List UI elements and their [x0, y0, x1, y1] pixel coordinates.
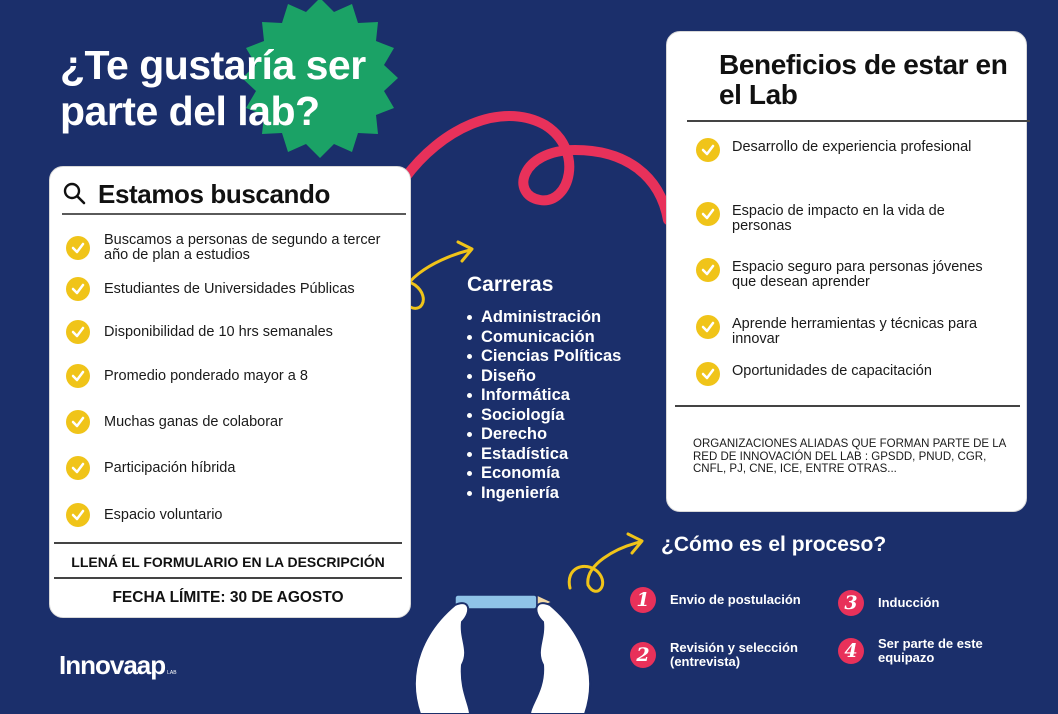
searching-title: Estamos buscando — [98, 179, 330, 209]
career-item — [467, 464, 621, 484]
career-item — [467, 445, 621, 465]
bullet-icon — [467, 432, 472, 437]
benefit-text: Espacio seguro para personas jóvenes que desean aprender — [732, 259, 983, 290]
check-icon — [66, 503, 90, 527]
bullet-icon — [467, 315, 472, 320]
searching-header — [62, 175, 406, 215]
search-icon — [62, 181, 86, 205]
benefit-text: Oportunidades de capacitación — [732, 363, 932, 379]
career-item — [467, 367, 621, 387]
bullet-icon — [467, 335, 472, 340]
career-item — [467, 328, 621, 348]
benefit-item — [696, 258, 996, 290]
career-label: Administración — [481, 308, 602, 326]
check-icon — [66, 320, 90, 344]
benefit-item — [696, 315, 996, 347]
check-icon — [66, 456, 90, 480]
step-number: 2 — [630, 642, 656, 668]
career-label: Comunicación — [481, 327, 595, 346]
requirement-item — [66, 503, 396, 527]
process-step — [630, 587, 801, 613]
requirement-item — [66, 320, 396, 344]
career-label: Ciencias Políticas — [481, 347, 622, 365]
divider — [54, 542, 402, 544]
career-item — [467, 308, 621, 328]
step-label: Revisión y selección (entrevista) — [670, 640, 798, 669]
hands-pencil-illustration — [415, 595, 590, 714]
innovaap-logo — [59, 650, 177, 681]
process-title: ¿Cómo es el proceso? — [661, 533, 887, 556]
check-icon — [66, 236, 90, 260]
benefits-title: Beneficios de estar en el Lab — [719, 49, 1008, 110]
career-label: Informática — [481, 386, 570, 404]
career-item — [467, 347, 621, 367]
requirement-item — [66, 277, 396, 301]
bullet-icon — [467, 491, 472, 496]
requirement-text: Estudiantes de Universidades Públicas — [104, 280, 355, 297]
deadline-text: FECHA LÍMITE: 30 DE AGOSTO — [112, 589, 344, 606]
careers-list — [467, 308, 621, 503]
step-number: 4 — [838, 638, 864, 664]
divider — [687, 120, 1030, 122]
check-icon — [696, 315, 720, 339]
career-item — [467, 406, 621, 426]
benefits-card — [666, 31, 1027, 512]
requirement-item — [66, 456, 396, 480]
check-icon — [66, 410, 90, 434]
check-icon — [696, 258, 720, 282]
benefit-text: Espacio de impacto en la vida de personas — [732, 203, 945, 234]
check-icon — [66, 277, 90, 301]
divider — [54, 577, 402, 579]
career-item — [467, 425, 621, 445]
bullet-icon — [467, 413, 472, 418]
bullet-icon — [467, 452, 472, 457]
requirement-text: Disponibilidad de 10 hrs semanales — [104, 323, 333, 340]
allies-text: ORGANIZACIONES ALIADAS QUE FORMAN PARTE DE LA RED DE INNOVACIÓN DEL LAB : GPSDD, PNUD, CGR, CNFL, PJ, CNE, ICE, ENTRE OTRAS... — [693, 438, 1006, 475]
check-icon — [696, 202, 720, 226]
career-label: Derecho — [481, 425, 548, 443]
step-label: Envio de postulación — [670, 592, 801, 607]
step-number: 1 — [630, 587, 656, 613]
searching-card — [49, 166, 411, 618]
requirement-text: Muchas ganas de colaborar — [104, 413, 283, 430]
requirement-text: Buscamos a personas de segundo a tercer año de plan a estudios — [104, 232, 381, 263]
career-label: Economía — [481, 464, 560, 482]
step-label: Ser parte de este equipazo — [878, 636, 983, 665]
benefit-item — [696, 202, 996, 234]
check-icon — [696, 362, 720, 386]
careers-title: Carreras — [467, 273, 554, 296]
process-step — [838, 637, 1008, 665]
bullet-icon — [467, 471, 472, 476]
requirement-item — [66, 410, 396, 434]
pink-squiggle — [405, 116, 668, 220]
step-label: Inducción — [878, 595, 940, 610]
career-item — [467, 484, 621, 504]
requirement-text: Promedio ponderado mayor a 8 — [104, 367, 308, 384]
process-step — [838, 590, 939, 616]
page-title: ¿Te gustaría ser parte del lab? — [60, 42, 366, 134]
divider — [675, 405, 1020, 407]
requirement-item — [66, 364, 396, 388]
logo-sub: LAB — [167, 670, 177, 676]
check-icon — [66, 364, 90, 388]
career-label: Estadística — [481, 444, 569, 463]
yellow-arrow-process — [569, 542, 640, 591]
step-number: 3 — [838, 590, 864, 616]
benefit-item — [696, 362, 996, 386]
logo-name: Innovaap — [59, 650, 166, 680]
benefit-text: Desarrollo de experiencia profesional — [732, 139, 972, 155]
benefit-item — [696, 138, 996, 162]
career-label: Sociología — [481, 405, 565, 424]
requirement-text: Espacio voluntario — [104, 506, 223, 523]
process-step — [630, 641, 820, 669]
bullet-icon — [467, 393, 472, 398]
career-label: Diseño — [481, 366, 537, 385]
check-icon — [696, 138, 720, 162]
requirement-item — [66, 233, 396, 263]
bullet-icon — [467, 354, 472, 359]
career-label: Ingeniería — [481, 483, 559, 502]
benefit-text: Aprende herramientas y técnicas para innovar — [732, 316, 978, 347]
requirement-text: Participación híbrida — [104, 459, 236, 476]
form-instruction: LLENÁ EL FORMULARIO EN LA DESCRIPCIÓN — [71, 554, 385, 570]
career-item — [467, 386, 621, 406]
bullet-icon — [467, 374, 472, 379]
